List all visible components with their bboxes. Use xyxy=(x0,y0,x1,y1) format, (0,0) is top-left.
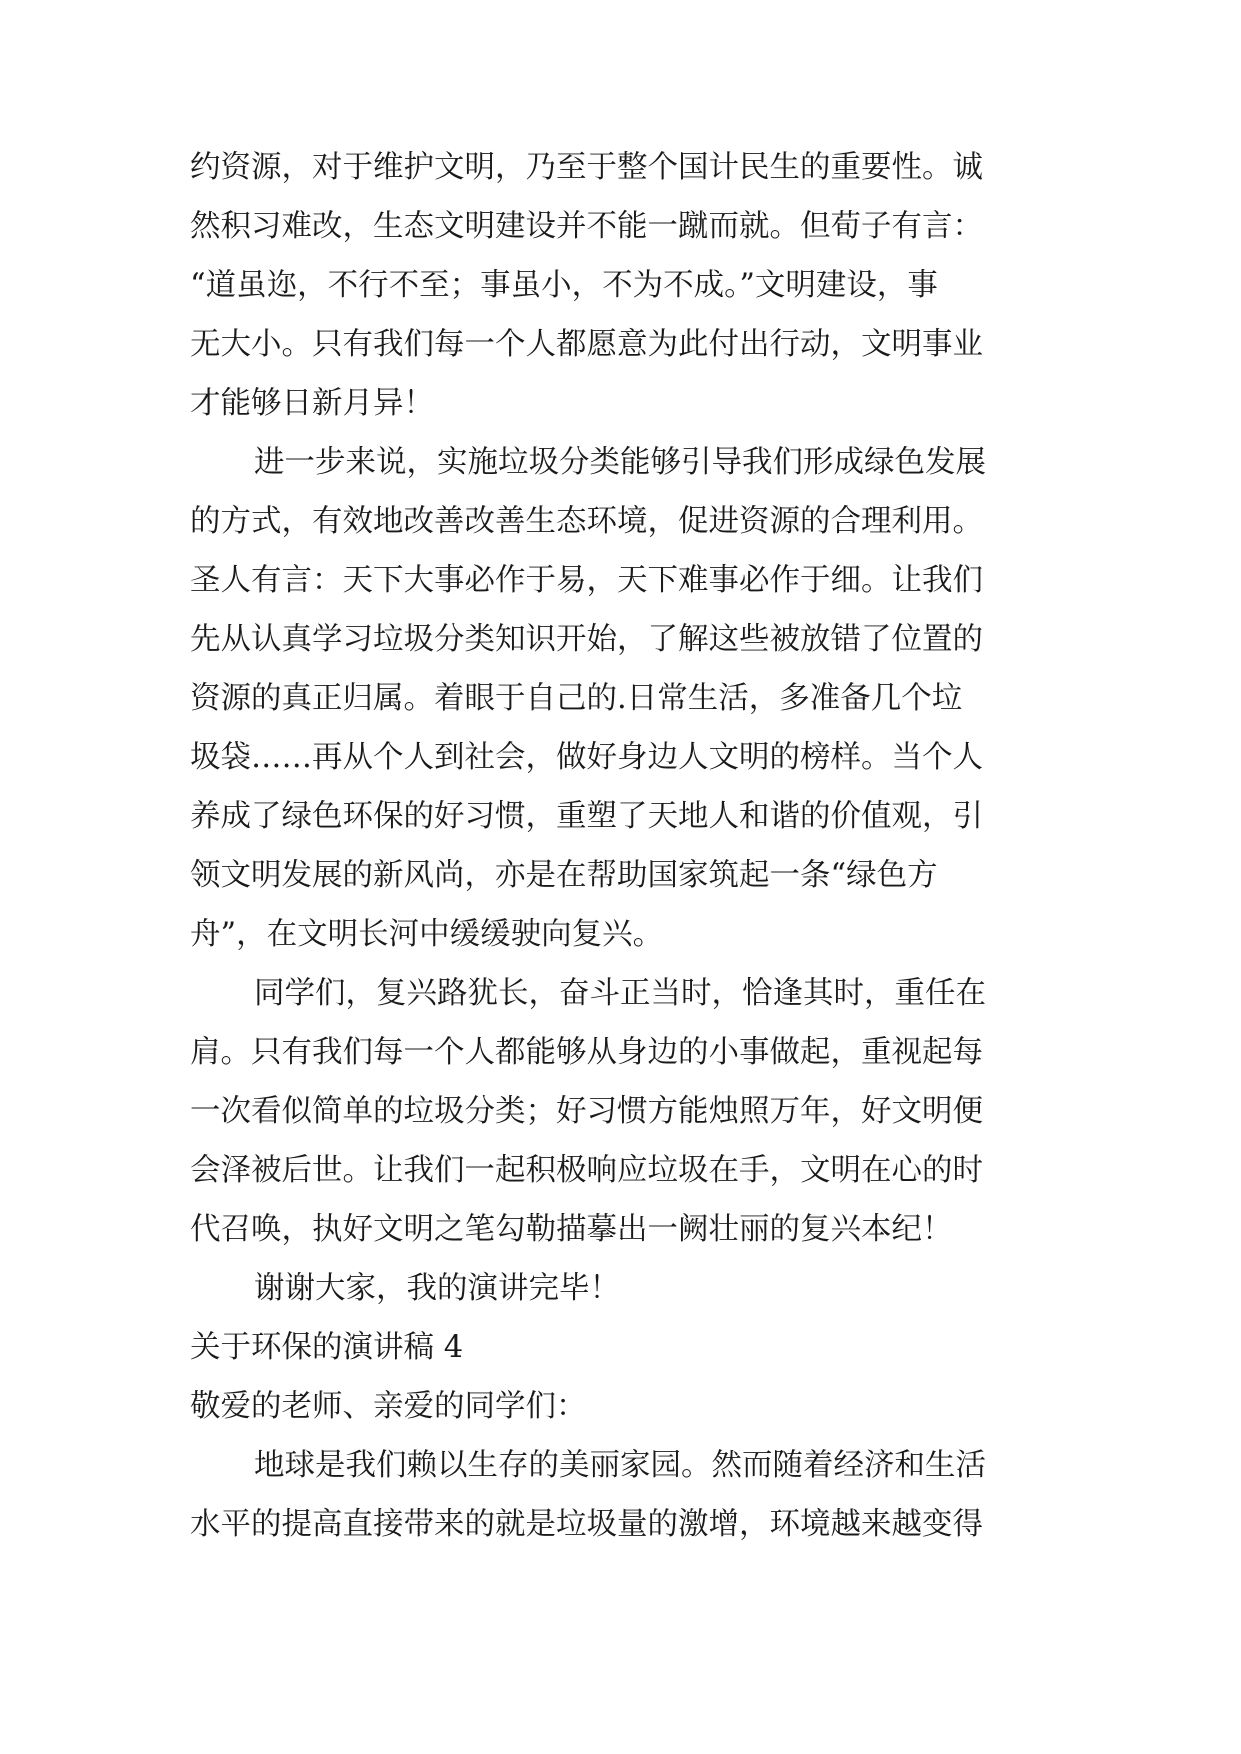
section-heading: 关于环保的演讲稿 4 xyxy=(190,1330,464,1365)
text-line: 代召唤，执好文明之笔勾勒描摹出一阙壮丽的复兴本纪！ xyxy=(190,1212,953,1247)
text-line: “道虽迩，不行不至；事虽小，不为不成。”文明建设，事 xyxy=(190,268,938,303)
paragraph-start-line: 地球是我们赖以生存的美丽家园。然而随着经济和生活 xyxy=(254,1448,986,1483)
text-line: 圾袋……再从个人到社会，做好身边人文明的榜样。当个人 xyxy=(190,740,983,775)
text-line: 约资源，对于维护文明，乃至于整个国计民生的重要性。诚 xyxy=(190,150,983,185)
text-line: 资源的真正归属。着眼于自己的.日常生活，多准备几个垃 xyxy=(190,681,963,716)
text-line: 一次看似简单的垃圾分类；好习惯方能烛照万年，好文明便 xyxy=(190,1094,983,1129)
text-line: 的方式，有效地改善改善生态环境，促进资源的合理利用。 xyxy=(190,504,983,539)
text-line: 然积习难改，生态文明建设并不能一蹴而就。但荀子有言： xyxy=(190,209,983,244)
text-line: 水平的提高直接带来的就是垃圾量的激增，环境越来越变得 xyxy=(190,1507,983,1542)
paragraph-start-line: 进一步来说，实施垃圾分类能够引导我们形成绿色发展 xyxy=(254,445,986,480)
text-line: 领文明发展的新风尚，亦是在帮助国家筑起一条“绿色方 xyxy=(190,858,938,893)
text-line: 才能够日新月异！ xyxy=(190,386,434,421)
salutation: 敬爱的老师、亲爱的同学们： xyxy=(190,1389,587,1424)
paragraph-start-line: 同学们，复兴路犹长，奋斗正当时，恰逢其时，重任在 xyxy=(254,976,986,1011)
text-line: 圣人有言：天下大事必作于易，天下难事必作于细。让我们 xyxy=(190,563,983,598)
paragraph-start-line: 谢谢大家，我的演讲完毕！ xyxy=(254,1271,620,1306)
text-line: 舟”，在文明长河中缓缓驶向复兴。 xyxy=(190,917,664,952)
text-line: 先从认真学习垃圾分类知识开始，了解这些被放错了位置的 xyxy=(190,622,983,657)
text-line: 无大小。只有我们每一个人都愿意为此付出行动，文明事业 xyxy=(190,327,983,362)
text-line: 会泽被后世。让我们一起积极响应垃圾在手，文明在心的时 xyxy=(190,1153,983,1188)
text-line: 养成了绿色环保的好习惯，重塑了天地人和谐的价值观，引 xyxy=(190,799,983,834)
text-line: 肩。只有我们每一个人都能够从身边的小事做起，重视起每 xyxy=(190,1035,983,1070)
